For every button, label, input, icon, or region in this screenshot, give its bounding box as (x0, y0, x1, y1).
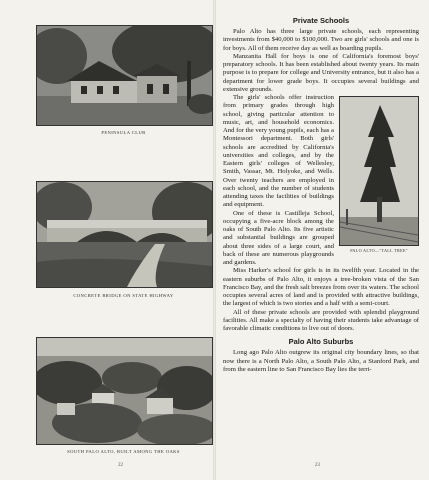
heading-private-schools: Private Schools (292, 16, 350, 25)
page-number-right: 23 (315, 463, 320, 468)
tall-tree-caption: PALO ALTO—"TALL TREE" (350, 248, 408, 253)
photo-caption: PENINSULA CLUB (101, 130, 146, 135)
page-gutter (213, 0, 216, 480)
paragraph: Long ago Palo Alto outgrew its original city boundary lines, so that now there is a North Palo Alto, a South Palo Alto, a Stanford Park, and from the eastern line to San Francisco Bay lies the terri- (223, 349, 419, 373)
paragraph: One of these is Castilleja School, occupying a five-acre block among the oaks of South Palo Alto. Its five artistic and substantial buildings are grouped about three sides of a large court, and back of these are numerous playgrounds and gardens. (223, 209, 334, 266)
paragraph: Palo Alto has three large private schools, each representing investments from $40,000 to $100,000. Two are girls' schools and one is for boys. All of them receive day as well as boarding pupils. (223, 28, 419, 52)
paragraph: Miss Harker's school for girls is in its twelfth year. Located in the eastern suburbs of Palo Alto, it enjoys a tree-broken vista of the San Francisco Bay, and the fresh salt breezes from over its waters. The school occupies several acres of land and is provided with attractive buildings, the largest of which is two stories and a half with a semi-court. (223, 267, 419, 308)
tall-tree-photo (339, 96, 419, 246)
right-page-text (223, 16, 419, 374)
paragraph: The girls' schools offer instruction from primary grades through high school, giving particular attention to music, art, and household economics. And for the very young pupils, each has a Montessori department. Both girls' schools are accredited by California's universities and colleges, and by the Eastern girls' colleges of Wellesley, Smith, Vassar, Mt. Holyoke, and Wells. Over twenty teachers are employed in each school, and the number of students attending taxes the facilities of buildings and equipment. (223, 94, 334, 209)
page-number-left: 22 (118, 463, 123, 468)
heading-palo-alto-suburbs: Palo Alto Suburbs (288, 337, 354, 347)
paragraph: Manzanita Hall for boys is one of California's foremost boys' preparatory schools. It has been established about twenty years. Its main purpose is to prepare for college and University entrance, but it also has a department for lower grade boys. It occupies several buildings and extensive grounds. (223, 52, 419, 93)
photo-caption: CONCRETE BRIDGE ON STATE HIGHWAY (73, 293, 174, 298)
tall-tree-figure (339, 96, 419, 254)
south-palo-alto-photo (36, 337, 213, 445)
peninsula-club-photo (36, 25, 213, 126)
concrete-bridge-photo (36, 181, 213, 288)
photo-caption: SOUTH PALO ALTO, BUILT AMONG THE OAKS (67, 449, 180, 454)
paragraph: All of these private schools are provided with splendid playground facilities. All make a specialty of having their students take advantage of favorable climatic conditions to live out of doors. (223, 308, 419, 332)
